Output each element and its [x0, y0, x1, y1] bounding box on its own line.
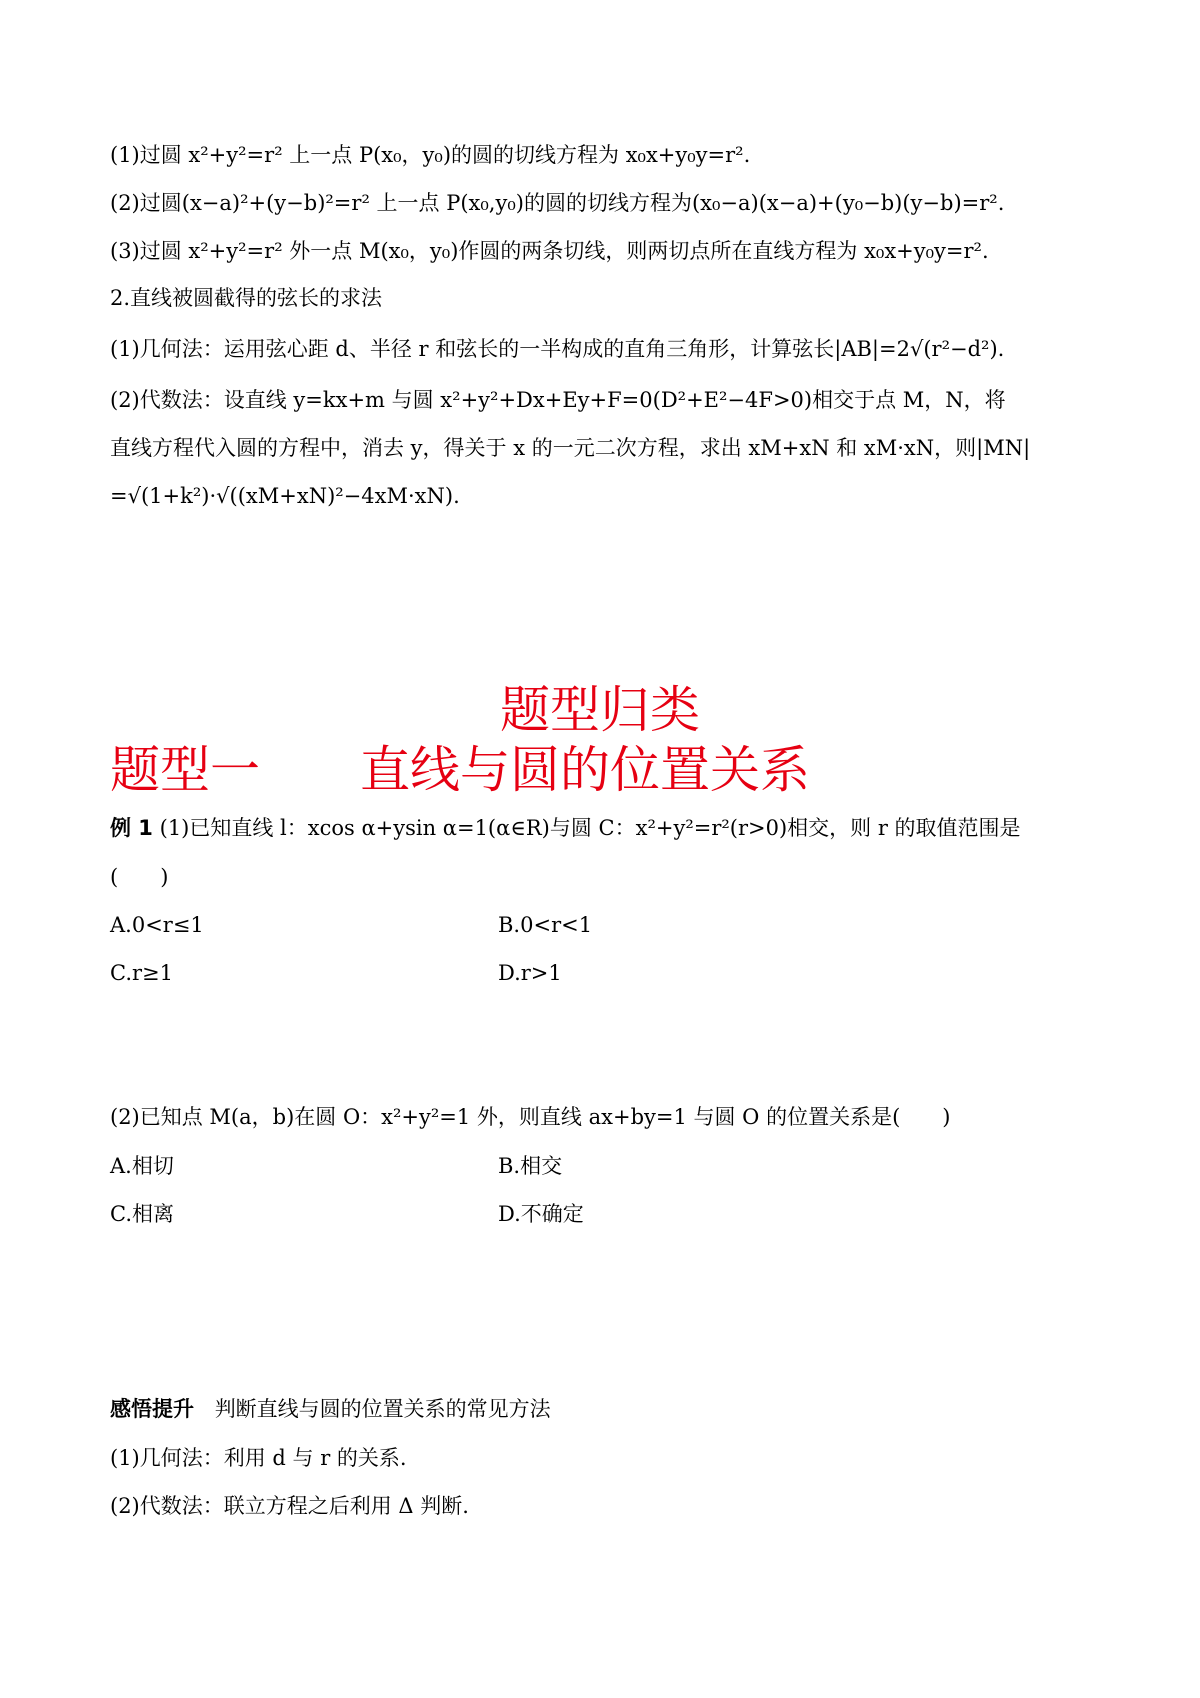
- chord-algebraic-line-1: (2)代数法：设直线 y=kx+m 与圆 x²+y²+Dx+Ey+F=0(D²+E²−4F>0)相交于点 M，N，将: [110, 388, 1006, 412]
- question-1-option-c: C.r≥1: [110, 961, 173, 985]
- chord-algebraic-line-3: =√(1+k²)·√((xM+xN)²−4xM·xN).: [110, 484, 460, 508]
- chord-heading: 2.直线被圆截得的弦长的求法: [110, 286, 383, 310]
- insight-item-1: (1)几何法：利用 d 与 r 的关系.: [110, 1446, 407, 1470]
- insight-title: 判断直线与圆的位置关系的常见方法: [214, 1397, 551, 1421]
- question-2-option-d: D.不确定: [498, 1202, 584, 1226]
- chord-algebraic-line-2: 直线方程代入圆的方程中，消去 y，得关于 x 的一元二次方程，求出 xM+xN 和 xM·xN，则|MN|: [110, 436, 1031, 460]
- example-1-question-1: [110, 813, 1100, 843]
- section-title: 题型归类: [500, 681, 700, 739]
- question-1-option-a: A.0<r≤1: [110, 913, 204, 937]
- chord-geometric-method: (1)几何法：运用弦心距 d、半径 r 和弦长的一半构成的直角三角形，计算弦长|AB|=2√(r²−d²).: [110, 337, 1005, 361]
- question-1-text: (1)已知直线 l：xcos α+ysin α=1(α∈R)与圆 C：x²+y²=r²(r>0)相交，则 r 的取值范围是: [159, 816, 1021, 840]
- question-1-blank: ( ): [110, 865, 169, 889]
- question-2-option-a: A.相切: [110, 1154, 174, 1178]
- question-1-option-b: B.0<r<1: [498, 913, 593, 937]
- question-2-text: (2)已知点 M(a，b)在圆 O：x²+y²=1 外，则直线 ax+by=1 与圆 O 的位置关系是( ): [110, 1105, 951, 1129]
- tangent-item-2: (2)过圆(x−a)²+(y−b)²=r² 上一点 P(x₀,y₀)的圆的切线方程为(x₀−a)(x−a)+(y₀−b)(y−b)=r².: [110, 191, 1005, 215]
- insight-heading: [110, 1394, 1100, 1424]
- question-2-option-c: C.相离: [110, 1202, 174, 1226]
- example-label: 例 1: [110, 816, 153, 840]
- insight-label: 感悟提升: [110, 1397, 194, 1421]
- question-1-option-d: D.r>1: [498, 961, 562, 985]
- insight-item-2: (2)代数法：联立方程之后利用 Δ 判断.: [110, 1494, 469, 1518]
- question-2-option-b: B.相交: [498, 1154, 563, 1178]
- tangent-item-3: (3)过圆 x²+y²=r² 外一点 M(x₀，y₀)作圆的两条切线，则两切点所在直线方程为 x₀x+y₀y=r².: [110, 239, 989, 263]
- section-subtitle: 题型一 直线与圆的位置关系: [110, 741, 810, 799]
- tangent-item-1: (1)过圆 x²+y²=r² 上一点 P(x₀，y₀)的圆的切线方程为 x₀x+y₀y=r².: [110, 143, 751, 167]
